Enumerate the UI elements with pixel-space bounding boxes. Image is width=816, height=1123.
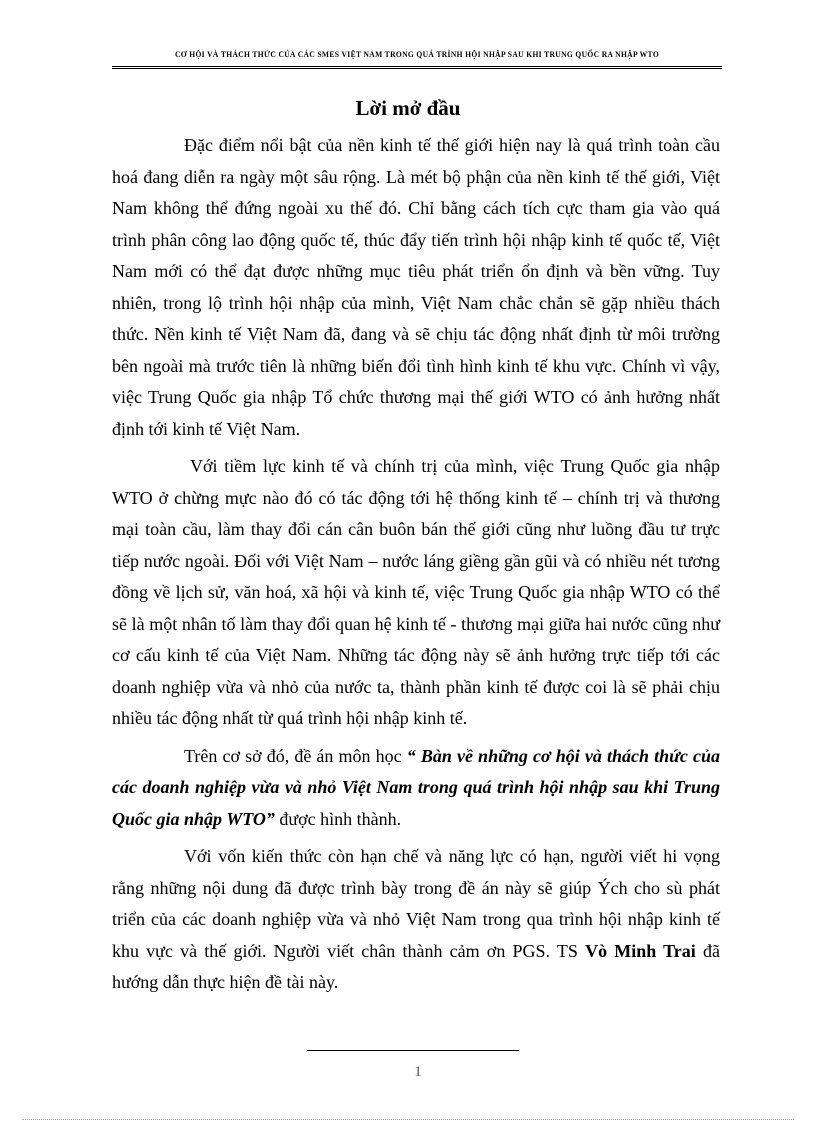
paragraph-acknowledgement [112,841,720,999]
page-bottom-border [22,1119,794,1120]
page-number: 1 [414,1064,422,1080]
paragraph-china-wto: Với tiềm lực kinh tế và chính trị của mình, việc Trung Quốc gia nhập WTO ở chừng mực nào đó có tác động tới hệ thống kinh tế – chính trị và thương mại toàn cầu, làm thay đổi cán cân buôn bán thế giới cũng như luồng đầu tư trực tiếp nước ngoài. Đối với Việt Nam – nước láng giềng gần gũi và có nhiều nét tương đồng về lịch sử, văn hoá, xã hội và kinh tế, việc Trung Quốc gia nhập WTO có thể sẽ là một nhân tố làm thay đổi quan hệ kinh tế - thương mại giữa hai nước cũng như cơ cấu kinh tế của Việt Nam. Những tác động này sẽ ảnh hưởng trực tiếp tới các doanh nghiệp vừa và nhỏ của nước ta, thành phần kinh tế được coi là sẽ phải chịu nhiều tác động nhất từ quá trình hội nhập kinh tế. [112,456,720,728]
running-header: CƠ HỘI VÀ THÁCH THỨC CỦA CÁC SMES VIỆT NAM TRONG QUÁ TRÌNH HỘI NHẬP SAU KHI TRUNG QUỐC RA NHẬP WTO [174,50,660,59]
footer-rule [307,1050,519,1051]
project-tail-text: được hình thành. [274,808,402,829]
project-lead-text: Trên cơ sở đó, đề án môn học [184,745,407,766]
acknowledgement-lead-text: Với vốn kiến thức còn hạn chế và năng lực có hạn, người viết hi vọng rằng những nội dung đã được trình bày trong đề án này sẽ giúp Ých cho sù phát triển của các doanh nghiệp vừa và nhỏ Việt Nam trong qua trình hội nhập kinh tế khu vực và thế giới. Người viết chân thành cảm ơn PGS. TS [112,846,720,961]
page-title: Lời mở đầu [355,96,461,120]
advisor-name: Vò Minh Trai [585,940,696,961]
document-body [112,130,720,999]
paragraph-project-topic [112,741,720,836]
project-title: “ Bàn về những cơ hội và thách thức của các doanh nghiệp vừa và nhỏ Việt Nam trong quá trình hội nhập sau khi Trung Quốc gia nhập WTO” [112,745,720,829]
acknowledgement-tail-text: đã hướng dẫn thực hiện đề tài này. [112,940,720,992]
header-rule [112,66,722,69]
paragraph-intro: Đặc điểm nổi bật của nền kinh tế thế giới hiện nay là quá trình toàn cầu hoá đang diễn ra ngày một sâu rộng. Là mét bộ phận của nền kinh tế thế giới, Việt Nam không thể đứng ngoài xu thế đó. Chỉ bằng cách tích cực tham gia vào quá trình phân công lao động quốc tế, thúc đẩy tiến trình hội nhập kinh tế quốc tế, Việt Nam mới có thể đạt được những mục tiêu phát triển ổn định và bền vững. Tuy nhiên, trong lộ trình hội nhập của mình, Việt Nam chắc chắn sẽ gặp nhiều thách thức. Nền kinh tế Việt Nam đã, đang và sẽ chịu tác động nhất định từ môi trường bên ngoài mà trước tiên là những biến đổi tình hình kinh tế khu vực. Chính vì vậy, việc Trung Quốc gia nhập Tổ chức thương mại thế giới WTO có ảnh hưởng nhất định tới kinh tế Việt Nam. [112,135,720,439]
